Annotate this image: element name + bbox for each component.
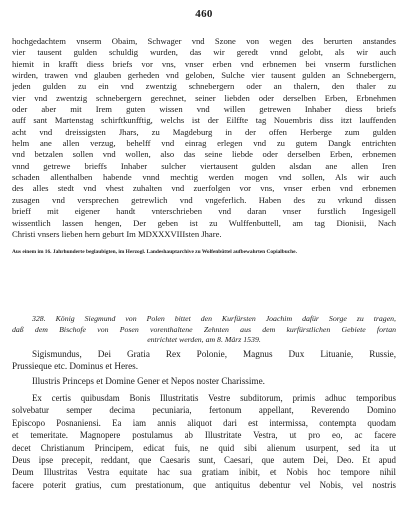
- text-line: acht vnd dreissigsten Jhars, zu Magdeburg in der offen Herberge zum gulden: [12, 126, 396, 137]
- text-line: Christi vnsers lieben hern geburt Im MDXXXVIIIsten Jhare.: [12, 228, 222, 239]
- text-line: oder aber mit Irem guten wissen vnd willen getrewen Inhaber diess briefs: [12, 104, 396, 115]
- text-line: des alles stedt vnd vhest zuhalten vnd zuerfolgen vor vns, vnser erben vnd erbnemen: [12, 183, 396, 194]
- text-line: brieff mit eigener handt vnterschrieben vnd daran vnser furstlich Ingesigell: [12, 206, 396, 217]
- text-line: Deus ipse precepit, reddant, que Caesaris sunt, Caesari, que autem Dei, Deo. Et apud: [12, 455, 396, 466]
- text-line: schaden allenthalben habende vnnd mechtig werden mogen vnd sollen, Als wir auch: [12, 172, 396, 183]
- salutation: [12, 376, 396, 388]
- header-line: daß dem Bischofe von Posen vorenthaltene Zehnten aus dem kurfürstlichen Gebiete fortan: [12, 324, 396, 334]
- page-number: 460: [195, 8, 213, 20]
- german-letter-text: [12, 36, 396, 240]
- text-line: auff sant Martenstag schirftkunfftig, welchs ist der Eilffte tag Nouembris diss itzt lauffenden: [12, 115, 396, 126]
- intitulation-line: Sigismundus, Dei Gratia Rex Polonie, Magnus Dux Lituanie, Russie,: [32, 349, 396, 359]
- latin-letter-body: [12, 392, 396, 491]
- text-line: wissentlich lassen hengen, Der geben ist zu Wulffenbuttell, am tag Dionisii, Nach: [12, 217, 396, 228]
- text-line: Episcopo Posnaniensi. Ea iam annis aliquot dari est intermissa, contempta quodam: [12, 417, 396, 428]
- text-line: vier tausent gulden schuldig wurden, das wir geredt vnnd gelobt, als wir auch: [12, 47, 396, 58]
- header-line: entrichtet werden, am 8. März 1539.: [147, 335, 261, 345]
- royal-intitulation: [12, 349, 396, 373]
- intitulation-line: Prussieque etc. Dominus et Heres.: [12, 360, 139, 371]
- text-line: solvebatur semper decima pecuniaria, fertonum appellant, Reverendo Domino: [12, 405, 396, 416]
- text-line: vnnd getrewe brieffs Inhaber sulcher viertausent gulden alsdan ane allen Iren: [12, 160, 396, 171]
- text-line: zusagen vnd versprechen getrewlich vnd vngeferlich. Haben des zu vrkund dissen: [12, 194, 396, 205]
- header-line: 328. König Siegmund von Polen bittet den Kurfürsten Joachim dafür Sorge zu tragen,: [32, 314, 396, 323]
- text-line: wirden, trawen vnd glauben gerheden vnd geloben, Sulche vier tausent gulden an Schnebergern,: [12, 70, 396, 81]
- document-header: [12, 314, 396, 346]
- text-line: facere poterit gratius, cum prestationum, que antiquitus debentur vel Nobis, vel nostris: [12, 479, 396, 490]
- text-line: Ex certis quibusdam Bonis Illustritatis Vestre subditorum, primis adhuc temporibus: [32, 393, 396, 403]
- text-line: vier vnd zwentzig schnebergern gerechnet, seiner liebden oder derselben Erben, Erbnehmen: [12, 92, 396, 103]
- text-line: jeden gulden zu ein vnd zwentzig schnebergern oder an thalern, den thaler zu: [12, 81, 396, 92]
- text-line: Deum Illustritas Vestra equitate hac sua gratiam inibit, et Nobis hoc tempore nihil: [12, 467, 396, 478]
- text-line: helm ane allen verzug, behelff vnd einrag erlegen vnd zu gutem Dangk entrichten: [12, 138, 396, 149]
- salutation-line: Illustris Princeps et Domine Gener et Nepos noster Charissime.: [32, 376, 265, 386]
- text-line: hiemit in krafft diess briefs vor vns, vnser erben vnd erbnemen bei vnserm furstlichen: [12, 58, 396, 69]
- text-line: vnd betzalen sollen vnd wollen, also das seine liebde oder derselben Erben, erbnemen: [12, 149, 396, 160]
- source-footnote: Aus einem im 16. Jahrhunderte beglaubigten, im Herzogl. Landeshauptarchive zu Wolfenbüttel aufbewahrten Copialbuche.: [12, 249, 297, 255]
- text-line: et temeritate. Magnopere postulamus ab Illustritate Vestra, ut pro eo, ac facere: [12, 430, 396, 441]
- text-line: hochgedachtem vnserm Obaim, Schwager vnd Szone von wegen des berurten anstandes: [12, 36, 396, 46]
- text-line: decet Christianum Principem, edicat fuis, ne quid sibi alienum usurpent, sed ita ut: [12, 442, 396, 453]
